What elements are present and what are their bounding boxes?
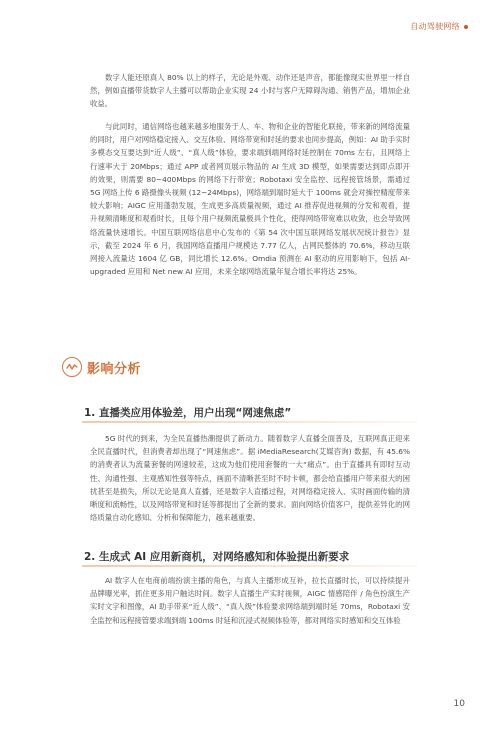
trend-line-icon bbox=[62, 357, 82, 377]
intro-paragraph-1: 数字人能还原真人 80% 以上的样子，无论是外观、动作还是声音，都能像现实世界里一样自然，例如直播带货数字人主播可以帮助企业实现 24 小时与客户无障碍沟通、销售产品，增加企业收益。 bbox=[90, 73, 410, 109]
subsection-heading-2: 2. 生成式 AI 应用新商机，对网络感知和体验提出新要求 bbox=[82, 546, 417, 566]
page-number: 10 bbox=[453, 699, 465, 709]
header-dot-icon bbox=[464, 25, 468, 29]
running-header-label: 自动驾驶网络 bbox=[410, 22, 460, 31]
section-heading bbox=[62, 356, 141, 378]
section-title: 影响分析 bbox=[87, 361, 142, 377]
subsection-body-2: AI 数字人在电商前端扮演主播的角色，与真人主播形成互补，拉长直播时长，可以持续提升品牌曝光率，抓住更多用户触达时间。数字人直播生产实时视频，AIGC 情感陪伴 / 角色扮演生产实时文字和图像，AI 助手带来“近人级”、“真人级”体验要求网络端到端时延 70ms，Robotaxi 安全监控和远程接管要求端到端 100ms 时延和沉浸式视频体验等，都对网络实时感知和交互体验 bbox=[90, 576, 410, 625]
subsection-heading-1: 1. 直播类应用体验差，用户出现“网速焦虑” bbox=[82, 402, 417, 422]
subsection-body-1: 5G 时代的到来，为全民直播热潮提供了新动力。随着数字人直播全面普及，互联网真正迎来全民直播时代，但消费者却出现了“网速焦虑”。据 iMediaResearch(艾媒咨询) 数据，有 45.6% 的消费者认为流量套餐的网速较差，这成为他们使用套餐的一大“痛点”。由于直播具有即时互动性、沟通性强、主观感知性强等特点，画面不清晰甚至时不时卡顿，都会给直播用户带来很大的困扰甚至是损失，所以无论是真人直播，还是数字人直播过程，对网络稳定接入、实时画面传输的清晰度和流畅性，以及网络带宽和时延等都提出了全新的要求。面向网络价值客户，提供差异化的网络质量自动化感知、分析和保障能力，越来越重要。 bbox=[90, 434, 410, 523]
intro-paragraph-2: 与此同时，通信网络也越来越多地服务于人、车、物和企业的智能化联接，带来新的网络流量的同时，用户对网络稳定接入、交互体验、网络带宽和时延的要求也同步提高，例如：AI 助手实时多模态交互要达到“近人级”、“真人级”体验，要求端到端网络时延控制在 70ms 左右，且网络上行速率大于 20Mbps；通过 APP 或者网页展示物品的 AI 生成 3D 模型，如果需要达到即点即开的效果，则需要 80~400Mbps 的网络下行带宽；Robotaxi 安全监控、远程接管场景，需通过 5G 网络上传 6 路摄像头视频 (12~24Mbps)，网络端到端时延大于 100ms 就会对操控精度带来较大影响；AIGC 应用蓬勃发展，生成更多高质量视频，通过 AI 推荐促进视频的分发和观看，提升视频清晰度和观看时长，且每个用户视频流量极具个性化，使得网络带宽难以收敛，也会导致网络流量快速增长。中国互联网络信息中心发布的《第 54 次中国互联网络发展状况统计报告》显示，截至 2024 年 6 月，我国网络直播用户规模达 7.77 亿人，占网民整体的 70.6%，移动互联网接入流量达 1604 亿 GB，同比增长 12.6%。Omdia 预测在 AI 驱动的应用影响下，包括 AI-upgraded 应用和 Net new AI 应用，未来全球网络流量年复合增长率将达 25%。 bbox=[90, 122, 410, 277]
running-header bbox=[410, 21, 468, 32]
